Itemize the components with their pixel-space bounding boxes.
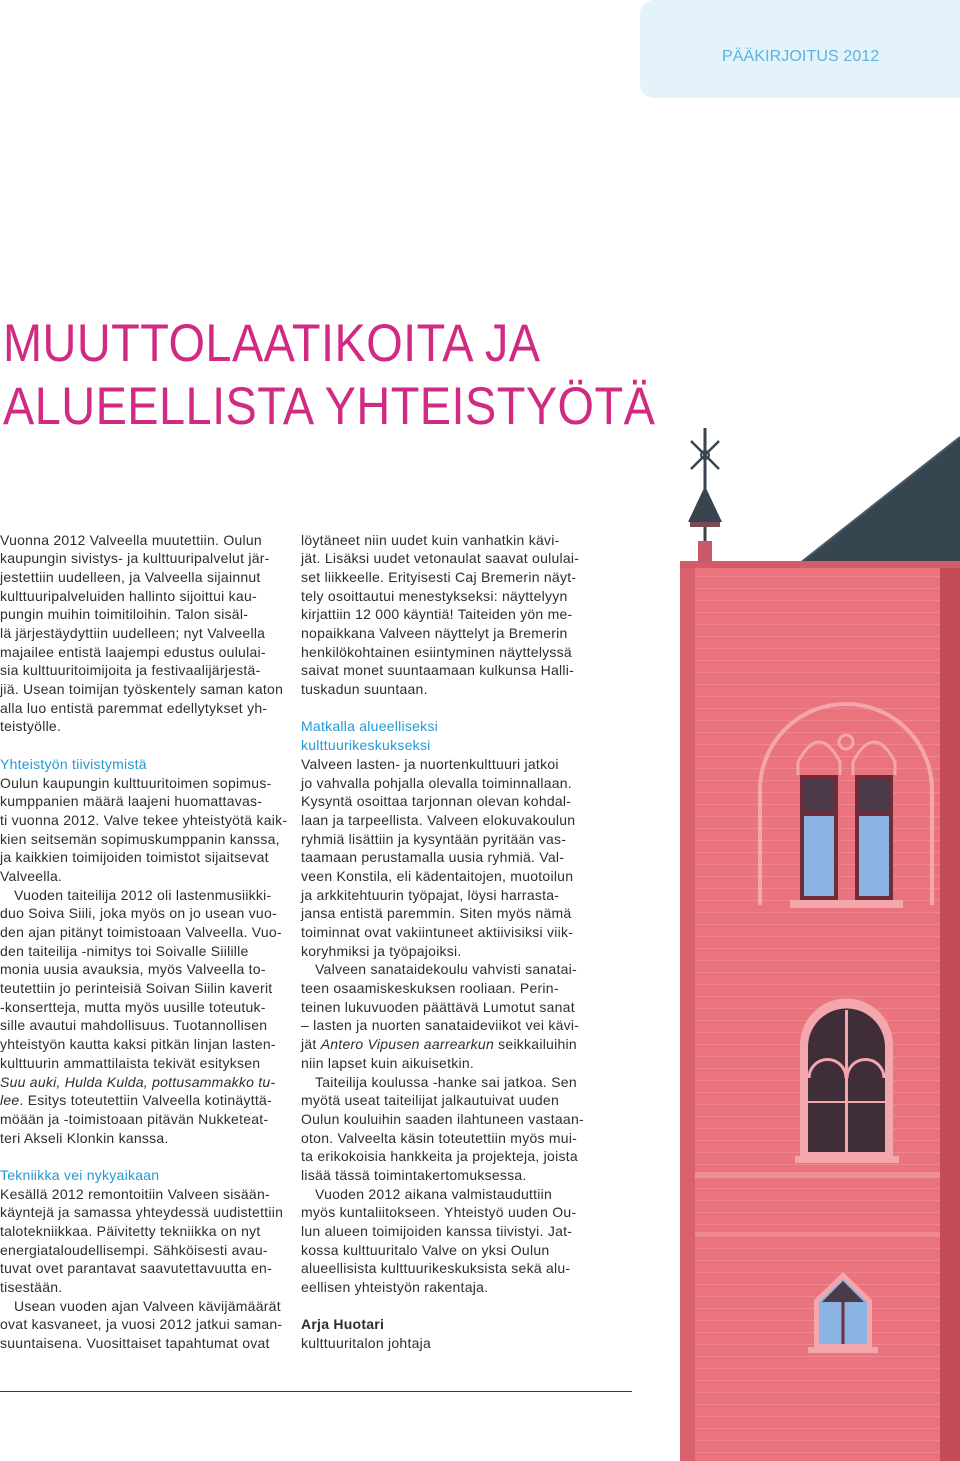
body-paragraph: Taiteilija koulussa -hanke sai jatkoa. Sen myötä useat taiteilijat jalkautuivat uuden Oulun kouluihin saaden ilahtuneen vastaan- oton. Valveelta käsin toteutettiin myös mui- ta erikokoisia hankkeita ja projekteja, joista lisää tässä toimintakertomuksessa. xyxy=(301,1073,584,1183)
body-paragraph: Kesällä 2012 remontoitiin Valveen sisään- käyntejä ja samassa yhteydessä uudistettiin talotekniikkaa. Päivitetty tekniikka on nyt energiataloudellisempi. Sähköisesti avau- tuvat ovet parantavat saavutettavuutta en- tisestään. xyxy=(0,1185,284,1296)
paragraph-text: Valveen sanataidekoulu vahvisti sanatai- teen osaamiskeskuksen rooliaan. Perin- teinen lukuvuoden päättävä Lumotut sanat – lasten ja nuorten sanataideviikot vei kävi- jät xyxy=(301,961,580,1053)
spire-pedestal xyxy=(698,541,712,563)
body-paragraph: löytäneet niin uudet kuin vanhatkin kävi- jät. Lisäksi uudet vetonaulat saavat oululai- set liikkeelle. Erityisesti Caj Bremerin näyt- tely osoittautui menestykseksi: näyttelyyn kirjattiin 12 000 käyntiä! Taiteiden yön me- nopaikkana Valveen näyttelyt ja Bremerin henkilökohtainen esiintyminen näyttelyssä saivat monet suuntaamaan kulkunsa Halli- tuskadun suuntaan. xyxy=(301,531,580,698)
upper-window-tracery-left xyxy=(798,742,840,775)
left-column xyxy=(0,531,290,1353)
intro-paragraph: Vuonna 2012 Valveella muutettiin. Oulun kaupungin sivistys- ja kulttuuripalvelut jär- jestettiin uudelleen, ja Valveella sijainnut kulttuuripalveluiden hallinto sijoittui kau- pungin muihin toimitiloihin. Talon sisäl- lä järjestäydyttiin uudelleen; nyt Valveella majailee entistä laajempi edustus oululai- sia kulttuuritoimijoita ja festivaalijärjestä- jiä. Usean toimijan työskentely saman katon alla luo entistä paremmat edellytykset yh- teistyölle. xyxy=(0,531,284,735)
cornice xyxy=(680,561,960,568)
body-paragraph: Valveen lasten- ja nuortenkulttuuri jatkoi jo vahvalla pohjalla olevalla toiminnallaan. Kysyntä osoittaa tarjonnan olevan kohdal- laan ja tarpeellista. Valveen elokuvakoulun ryhmiä lisättiin ja kysyntään pyritään vas- taamaan perustamalla uusia ryhmiä. Val- veen Konstila, eli kädentaitojen, muotoilun ja arkkitehtuurin työpajat, löysi harrasta- jansa entistä paremmin. Siten myös nämä toiminnat ovat vakiintuneet aktiivisiksi viik- koryhmiksi ja työpajoiksi. xyxy=(301,755,576,959)
subheading-tekniikka-vei-nykyaikaan: Tekniikka vei nykyaikaan xyxy=(0,1166,160,1183)
middle-column xyxy=(301,531,591,1353)
upper-window-right-top-pane xyxy=(859,779,889,812)
section-tab-label: PÄÄKIRJOITUS 2012 xyxy=(722,48,880,65)
upper-window-tracery-right xyxy=(853,742,895,775)
bottom-rule xyxy=(0,1391,632,1392)
signature-name: Arja Huotari xyxy=(301,1316,385,1333)
headline-line-2: ALUEELLISTA YHTEISTYÖTÄ xyxy=(3,377,656,436)
paragraph-text: . Esitys toteutettiin Valveella kotinäyttä- möään ja -toimistoaan pitävän Nukketeat- teri Akseli Klonkin kanssa. xyxy=(0,1092,272,1146)
body-paragraph: Vuoden 2012 aikana valmistauduttiin myös kuntaliitokseen. Yhteistyö uuden Ou- lun alueen toimijoiden kanssa tiivistyi. Jat- kossa kulttuuritalo Valve on yksi Oulun alueellisista kulttuurikeskuksista sekä alu- eellisen yhteistyön rakentaja. xyxy=(301,1185,577,1296)
headline xyxy=(3,312,655,438)
facade-right-edge xyxy=(940,568,960,1461)
subheading-yhteistyon-tiivistymista: Yhteistyön tiivistymistä xyxy=(0,755,147,772)
body-paragraph: Oulun kaupungin kulttuuritoimen sopimus- kumppanien määrä laajeni huomattavas- ti vuonna 2012. Valve tekee yhteistyötä kaik- kien seitsemän sopimuskumppanin kanssa, ja kaikkien toimijoiden toimistot sijaitsevat Valveella. xyxy=(0,774,288,884)
paragraph-text: seikkailuihin niin lapset kuin aikuisetkin. xyxy=(301,1036,577,1071)
upper-window-right-glass xyxy=(859,816,889,896)
signature-title: kulttuuritalon johtaja xyxy=(301,1335,432,1352)
body-paragraph xyxy=(301,960,591,1072)
upper-window-sill xyxy=(790,900,903,908)
facade-left-edge xyxy=(680,568,695,1461)
bottom-window-sill xyxy=(808,1347,878,1353)
upper-window-rosette xyxy=(839,735,853,749)
lower-window-sill xyxy=(795,1156,899,1163)
section-tab xyxy=(640,0,960,98)
spire-collar xyxy=(690,522,720,527)
body-paragraph: Usean vuoden ajan Valveen kävijämäärät ovat kasvaneet, ja vuosi 2012 jatkui saman- suuntaisena. Vuosittaiset tapahtumat ovat xyxy=(0,1297,283,1352)
body-paragraph xyxy=(0,886,290,1148)
italic-title: Antero Vipusen aarrearkun xyxy=(320,1036,495,1053)
italic-title: Suu auki, Hulda Kulda, pottusammakko tu- lee xyxy=(0,1073,276,1109)
headline-line-1: MUUTTOLAATIKOITA JA xyxy=(3,314,541,373)
building-illustration xyxy=(660,410,960,1461)
upper-window-left-glass xyxy=(804,816,834,896)
spire-cone xyxy=(688,486,722,522)
string-course xyxy=(695,1232,940,1236)
string-course xyxy=(695,1172,940,1178)
paragraph-text: Vuoden taiteilija 2012 oli lastenmusiikki- duo Soiva Siili, joka myös on jo usean vuo- den ajan pitänyt toimistoaan Valveella. Vuo- den taiteilija -nimitys toi Soivalle Siilille monia uusia avauksia, myös Valveella to- teutettiin jo perinteisiä Soivan Siilin kaverit -konsertteja, mutta myös uusille toteutuk- sille avautui mahdollisuus. Tuotannollisen yhteistyön kautta kaksi pitkän linjan lasten- kulttuurin ammattilaista tekivät esityksen xyxy=(0,886,282,1071)
subheading-matkalla-alueelliseksi: Matkalla alueelliseksi kulttuurikeskukseksi xyxy=(301,718,439,754)
upper-window-left-top-pane xyxy=(804,779,834,812)
